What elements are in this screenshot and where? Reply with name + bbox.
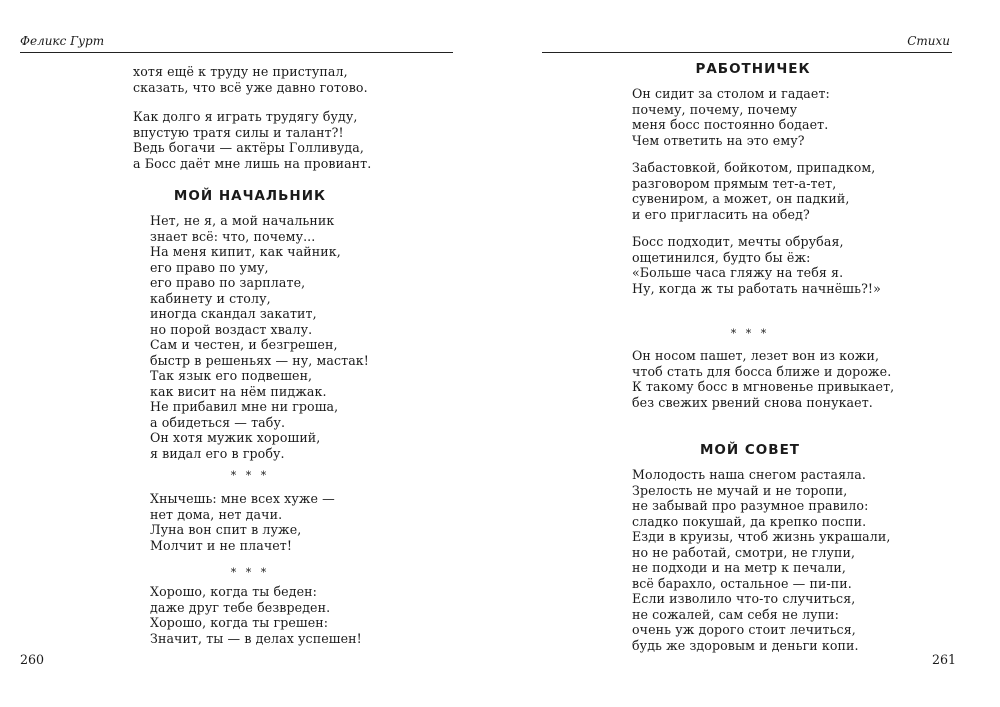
- poem-worker-stanza-3: Босс подходит, мечты обрубая, ощетинился, будто бы ёж: «Больше часа гляжу на тебя я. Ну, когда ж ты работать начнёшь?!»: [632, 234, 881, 296]
- poem-title-my-advice: МОЙ СОВЕТ: [699, 442, 800, 458]
- poem-text-whining: Хнычешь: мне всех хуже — нет дома, нет дачи. Луна вон спит в луже, Молчит и не плачет!: [150, 491, 335, 553]
- poem-text-my-advice: Молодость наша снегом растаяла. Зрелость не мучай и не торопи, не забывай про разумное правило: сладко покушай, да крепко поспи. Езди в круизы, чтоб жизнь украшали, но не работай, смотри, не глупи, не подходи и на метр к печали, всё барахло, остальное — пи-пи. Если изволило что-то случиться, не сожалей, сам себя не лупи: очень уж дорого стоит лечиться, будь же здоровым и деньги копи.: [632, 467, 891, 653]
- stanza-separator: * * *: [230, 566, 270, 579]
- right-page: [500, 0, 1000, 707]
- poem-title-worker: РАБОТНИЧЕК: [695, 61, 811, 77]
- poem-text-plows-with-nose: Он носом пашет, лезет вон из кожи, чтоб стать для босса ближе и дороже. К такому босс в мгновенье привыкает, без свежих рвений снова понукает.: [632, 348, 895, 410]
- running-head-section: Стихи: [907, 34, 950, 48]
- poem-worker-stanza-2: Забастовкой, бойкотом, припадком, разговором прямым тет-а-тет, сувениром, а может, он падкий, и его пригласить на обед?: [632, 160, 876, 222]
- page-number: 261: [932, 652, 957, 667]
- poem-text-my-boss: Нет, не я, а мой начальник знает всё: что, почему... На меня кипит, как чайник, его право по уму, его право по зарплате, кабинету и столу, иногда скандал закатит, но порой воздаст хвалу. Сам и честен, и безгрешен, быстр в решеньях — ну, мастак! Так язык его подвешен, как висит на нём пиджак. Не прибавил мне ни гроша, а обидеться — табу. Он хотя мужик хороший, я видал его в гробу.: [150, 213, 369, 461]
- stanza-separator: * * *: [230, 469, 270, 482]
- poem-title-my-boss: МОЙ НАЧАЛЬНИК: [173, 188, 327, 204]
- stanza-separator: * * *: [730, 327, 770, 340]
- running-head-author: Феликс Гурт: [20, 34, 105, 48]
- page-number: 260: [20, 652, 45, 667]
- continuation-stanza-2: Как долго я играть трудягу буду, впустую тратя силы и талант?! Ведь богачи — актёры Голливуда, а Босс даёт мне лишь на провиант.: [133, 109, 372, 171]
- continuation-stanza-1: хотя ещё к труду не приступал, сказать, что всё уже давно готово.: [133, 64, 368, 95]
- poem-worker-stanza-1: Он сидит за столом и гадает: почему, почему, почему меня босс постоянно бодает. Чем ответить на это ему?: [632, 86, 830, 148]
- header-rule: [542, 52, 952, 53]
- header-rule: [20, 52, 453, 53]
- poem-text-good-when-poor: Хорошо, когда ты беден: даже друг тебе безвреден. Хорошо, когда ты грешен: Значит, ты — в делах успешен!: [150, 584, 362, 646]
